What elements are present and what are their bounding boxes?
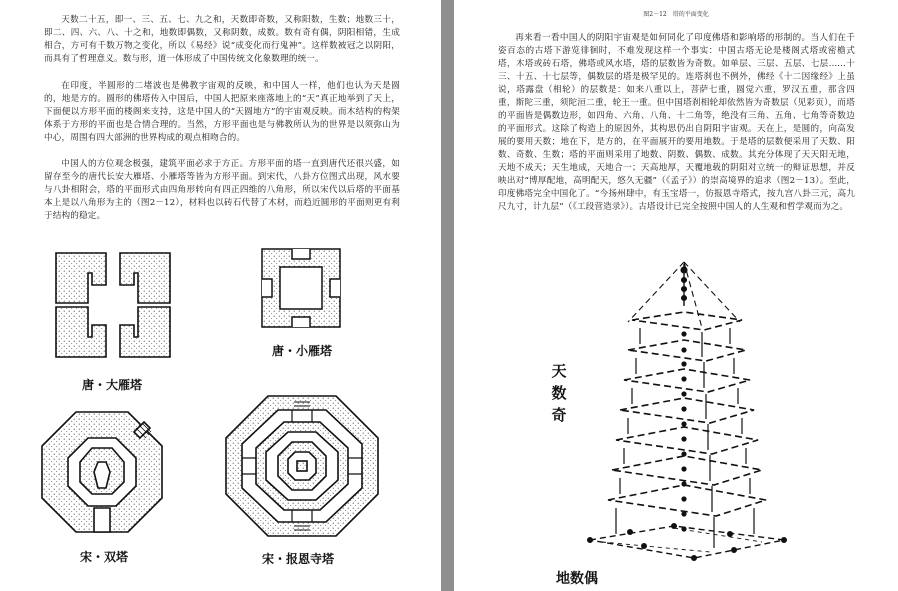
- pagoda-elevation-drawing: [584, 258, 824, 562]
- left-paragraph-2: 在印度，半圆形的二堵波也是佛教宇宙观的反映，和中国人一样，他们也认为天是圆的，地是方的。圆形的佛塔传入中国后，中国人把原来座落地上的“天”真正地举到了天上，下面便以方形平面的楼阁来支持，这是中国人的“天圆地方”的宇宙观反映。而木结构的构架体系于方形的平面也是合情合理的。当然，方形平面也是与佛教所认为的世界是以须弥山为中心，周围有四大部洲的世界构成的观点相吻合的。: [44, 81, 400, 143]
- baoen-pagoda-plan: [222, 392, 382, 540]
- page-gutter: [441, 0, 454, 591]
- right-page: [454, 0, 898, 591]
- xiaoyan-label: 唐・小雁塔: [272, 344, 333, 358]
- dayan-label: 唐・大雁塔: [82, 378, 143, 392]
- dayan-pagoda-plan: [48, 245, 178, 365]
- figure-caption: 图2－12 塔的平面变化: [643, 11, 709, 18]
- baoen-label: 宋・报恩寺塔: [262, 552, 335, 566]
- left-paragraph-3: 中国人的方位观念极强，建筑平面必求于方正。方形平面的塔一直到唐代还很兴盛，如留存至今的唐代长安大雁塔、小雁塔等皆为方形平面。到宋代，八卦方位图式出现，风水要与八卦相附会，塔的平面形式由四角形转向有四正四维的八角形，所以宋代以后塔的平面基本上是以八角形为主的（图2－12），材料也以砖石代替了木材，而趋近圆形的平面则更有利于结构的稳定。: [44, 159, 400, 221]
- shuang-pagoda-plan: [38, 408, 166, 536]
- heaven-odd-label: 天数奇: [551, 362, 567, 424]
- right-paragraph-1: 再来看一看中国人的阴阳宇宙观是如何同化了印度佛塔和影响塔的形制的。当人们在千姿百态的古塔下游览徘徊时，不难发现这样一个事实：中国古塔无论是楼阁式塔或密檐式塔，木塔或砖石塔，佛塔或风水塔，塔的层数皆为奇数。如单层、三层、五层、七层……十三、十五、十七层等，偶数层的塔是极罕见的。连塔刹也不例外，佛经《十二因缘经》上虽说，塔露盘（相轮）的层数是：如来八重以上，菩萨七重，圆觉六重，罗汉五重，那含四重，斯陀三重，须陀洹二重，轮王一重。但中国塔刹相轮却依然皆为奇数层（见彩页），而塔的平面皆是偶数边形，如四角、六角、八角、十二角等，绝没有三角、五角、七角等奇数边的平面形式。这除了构造上的原因外，其构思仍出自阴阳宇宙观。天在上，是圆的，向高发展的要用天数；地在下，是方的，在平面展开的要用地数。于是塔的层数便采用了天数、阳数、奇数、生数；塔的平面则采用了地数、阴数、偶数、成数。其充分体现了天天阳无地，天地不成天；天生地成，天地合一；天高地厚，天覆地载的阴阳对立统一的辩证思想，并反映出对“博厚配地，高明配天，悠久无疆”（《孟子》）的崇高境界的追求（图2－13）。至此，印度佛塔完全中国化了。“今扬州肆中，有玉宝塔一，仿报恩寺塔式，按九宫八卦三元，高九尺九寸，计九层”（《工段营造录》）。古塔设计已完全按照中国人的人生观和哲学观而为之。: [498, 33, 855, 212]
- left-page: [0, 0, 441, 591]
- shuang-label: 宋・双塔: [80, 550, 129, 564]
- xiaoyan-pagoda-plan: [258, 245, 344, 331]
- left-paragraph-1: 天数二十五，即一、三、五、七、九之和，天数即奇数，又称阳数，生数；地数三十，即二、四、六、八、十之和，地数即偶数，又称阴数，成数。数有奇有偶，阴阳相错，生成相合，方可有千数万物之变化，所以《易经》说“成变化而行鬼神”。这样数被冠之以阴阳，而具有了哲理意义。数与形，道一体形成了中国传统文化象数理的统一。: [44, 15, 400, 64]
- earth-even-label: 地数偶: [556, 571, 598, 587]
